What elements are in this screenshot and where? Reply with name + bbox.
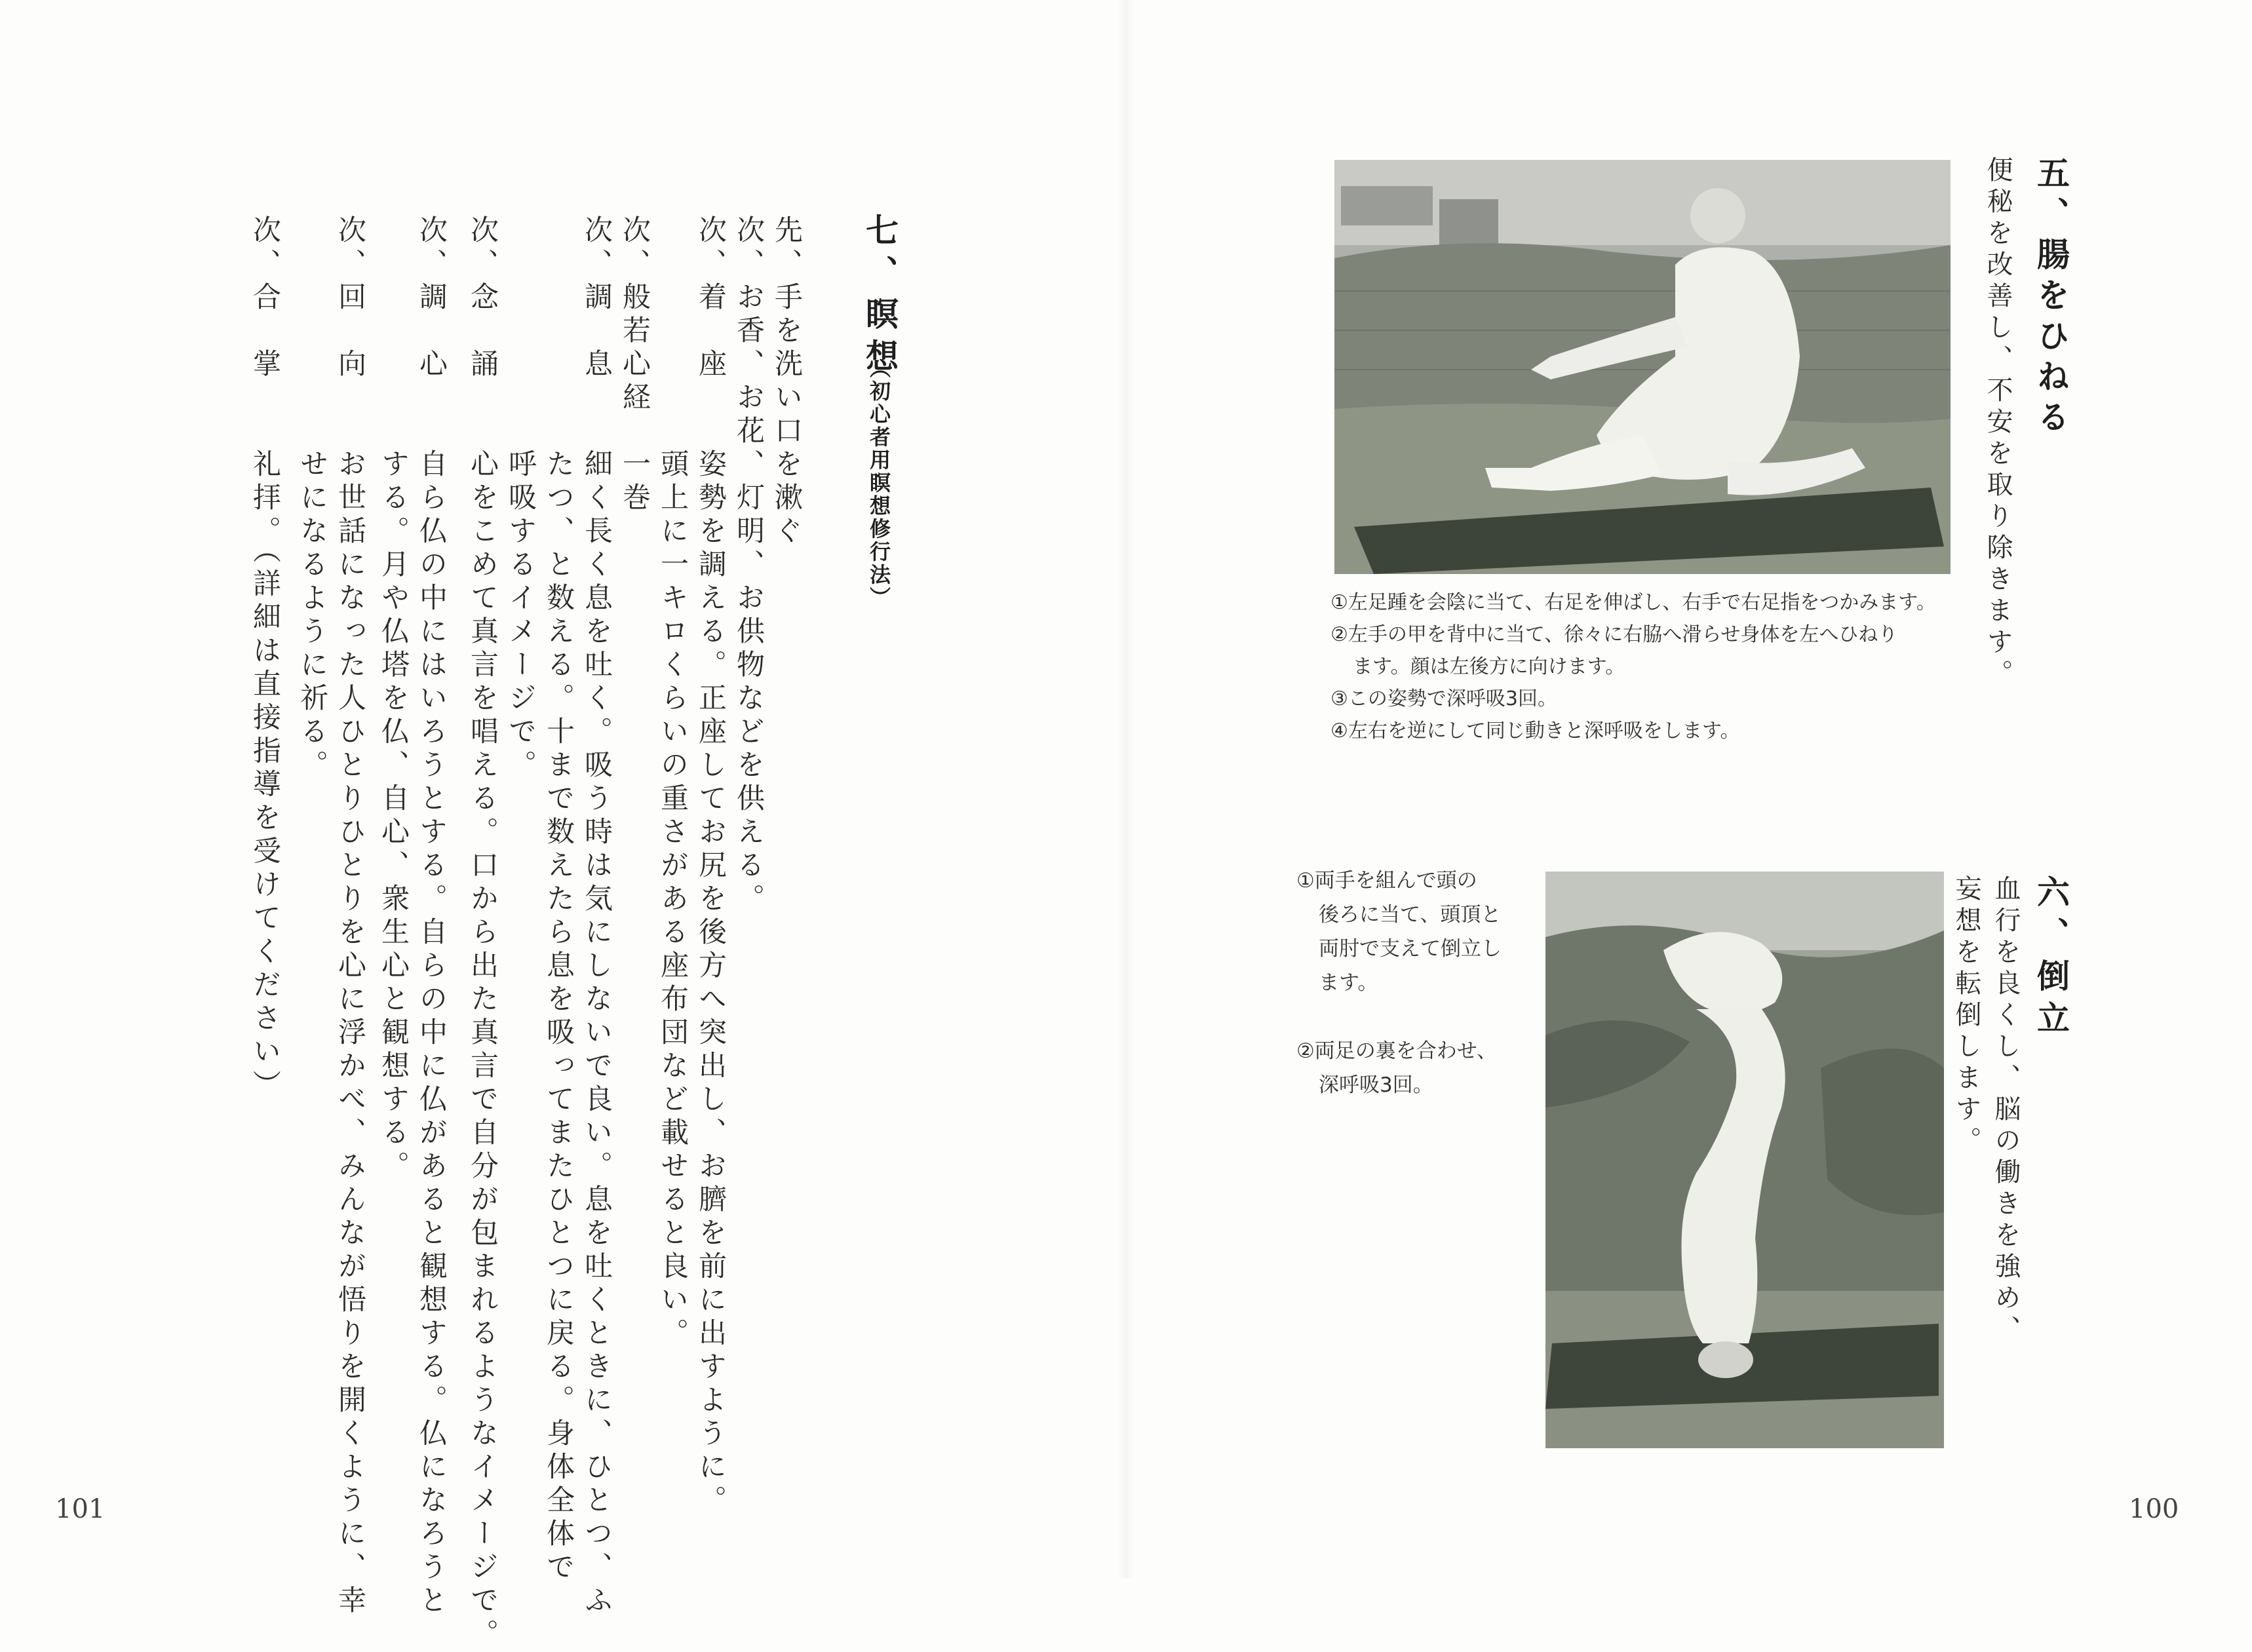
section-title-meditation: 七、瞑想 xyxy=(861,213,899,381)
meditation-line: たつ、と数える。十まで数えたら息を吸ってまたひとつに戻る。身体全体で xyxy=(542,215,575,1585)
meditation-line: 次、念 誦 心をこめて真言を唱える。口から出た真言で自分が包まれるようなイメージで。 xyxy=(466,215,499,1652)
exercise-6-step: ます。 xyxy=(1319,971,1378,995)
exercise-5-step: ②左手の甲を背中に当て、徐々に右脇へ滑らせ身体を左へひねり xyxy=(1330,623,1898,646)
meditation-line: する。月や仏塔を仏、自心、衆生心と観想する。 xyxy=(377,215,410,1184)
exercise-6-step: ①両手を組んで頭の xyxy=(1296,869,1477,893)
section-subtitle: （初心者用瞑想修行法） xyxy=(866,357,891,609)
exercise-5-step: ④左右を逆にして同じ動きと深呼吸をします。 xyxy=(1330,720,1740,742)
meditation-line: 次、着 座 姿勢を調える。正座してお尻を後方へ突出し、お臍を前に出すように。 xyxy=(694,215,727,1518)
meditation-line: 呼吸するイメージで。 xyxy=(504,215,537,783)
exercise-6-step: 後ろに当て、頭頂と xyxy=(1319,903,1502,927)
exercise-5-step: ①左足踵を会陰に当て、右足を伸ばし、右手で右足指をつかみます。 xyxy=(1330,591,1936,614)
exercise-6-description-line: 妄想を転倒します。 xyxy=(1951,875,1981,1158)
page-number-right: 100 xyxy=(2129,1494,2179,1524)
exercise-6-step: 両肘で支えて倒立し xyxy=(1319,937,1502,961)
meditation-line: 次、回 向 お世話になった人ひとりひとりを心に浮かべ、みんなが悟りを開くように、幸 xyxy=(334,215,366,1619)
exercise-6-steps xyxy=(1296,864,1502,1102)
exercise-5-step: ます。顔は左後方に向けます。 xyxy=(1353,655,1625,678)
right-page xyxy=(1126,0,2252,1579)
exercise-5-steps xyxy=(1330,586,1936,747)
exercise-6-step: 深呼吸3回。 xyxy=(1319,1073,1433,1097)
meditation-line: せになるように祈る。 xyxy=(296,215,328,783)
meditation-line: 次、般若心経 一巻 xyxy=(618,215,651,516)
meditation-line: 先、手を洗い口を漱ぐ xyxy=(770,215,803,549)
exercise-5-title: 五、腸をひねる xyxy=(2032,156,2070,440)
twist-pose-photo xyxy=(1334,160,1951,574)
meditation-line: 次、お香、お花、灯明、お供物などを供える。 xyxy=(732,215,765,917)
meditation-line: 次、調 息 細く長く息を吐く。吸う時は気にしないで良い。息を吐くときに、ひとつ、ふ xyxy=(580,215,613,1619)
exercise-5-description: 便秘を改善し、不安を取り除きます。 xyxy=(1983,156,2013,691)
exercise-6-title: 六、倒立 xyxy=(2032,875,2070,1043)
meditation-line: 頭上に一キロくらいの重さがある座布団など載せると良い。 xyxy=(656,215,689,1351)
headstand-pose-photo xyxy=(1545,872,1944,1448)
meditation-line: 次、調 心 自ら仏の中にはいろうとする。自らの中に仏があると観想する。仏になろうと xyxy=(415,215,448,1619)
page-number-left: 101 xyxy=(55,1494,106,1524)
exercise-6-description-line: 血行を良くし、脳の働きを強め、 xyxy=(1990,875,2021,1347)
exercise-6-step: ②両足の裏を合わせ、 xyxy=(1296,1039,1497,1063)
exercise-5-step: ③この姿勢で深呼吸3回。 xyxy=(1330,687,1557,710)
meditation-line: 次、合 掌 礼拝。（詳細は直接指導を受けてください） xyxy=(248,215,281,1104)
